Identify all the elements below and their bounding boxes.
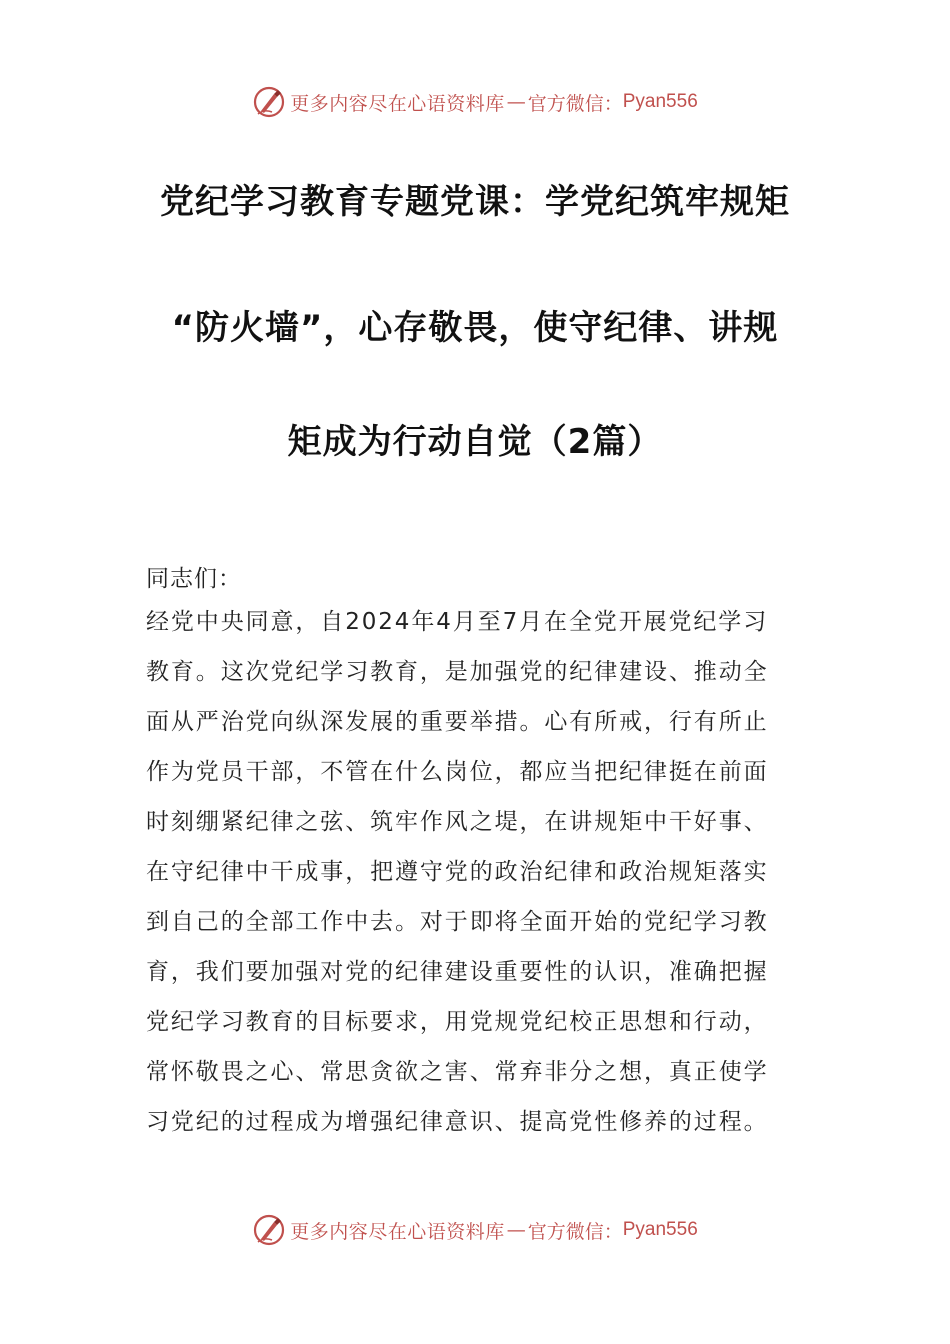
wechat-id: Pyan556 <box>622 91 698 112</box>
body-line: 经党中央同意，自2024年4月至7月在全党开展党纪学习 <box>146 609 769 635</box>
banner-separator: — <box>506 91 526 113</box>
promo-text: 更多内容尽在心语资料库 <box>290 92 505 115</box>
banner-separator: — <box>506 1219 526 1241</box>
body-paragraph <box>146 597 806 1147</box>
wechat-label: 官方微信： <box>527 1220 623 1243</box>
footer-banner <box>0 1210 950 1250</box>
greeting: 同志们： <box>146 566 242 592</box>
body-line: 党纪学习教育的目标要求，用党规党纪校正思想和行动， <box>146 1009 769 1035</box>
body-line: 在守纪律中干成事，把遵守党的政治纪律和政治规矩落实 <box>146 859 769 885</box>
document-title-line-3: 矩成为行动自觉（2篇） <box>287 422 663 462</box>
body-line: 教育。这次党纪学习教育，是加强党的纪律建设、推动全 <box>146 659 769 685</box>
document-title-line-2: “防火墙”，心存敬畏，使守纪律、讲规 <box>171 308 779 348</box>
wechat-label: 官方微信： <box>527 92 623 115</box>
body-line: 作为党员干部，不管在什么岗位，都应当把纪律挺在前面 <box>146 759 769 785</box>
pen-logo-icon <box>252 1213 286 1247</box>
body-line: 常怀敬畏之心、常思贪欲之害、常弃非分之想，真正使学 <box>146 1059 769 1085</box>
body-line: 时刻绷紧纪律之弦、筑牢作风之堤，在讲规矩中干好事、 <box>146 809 769 835</box>
body-line: 习党纪的过程成为增强纪律意识、提高党性修养的过程。 <box>146 1109 769 1135</box>
wechat-id: Pyan556 <box>622 1219 698 1240</box>
promo-text: 更多内容尽在心语资料库 <box>290 1220 505 1243</box>
header-banner <box>0 82 950 122</box>
pen-logo-icon <box>252 85 286 119</box>
body-line: 育，我们要加强对党的纪律建设重要性的认识，准确把握 <box>146 959 769 985</box>
document-title-line-1: 党纪学习教育专题党课：学党纪筑牢规矩 <box>160 182 790 222</box>
body-line: 面从严治党向纵深发展的重要举措。心有所戒，行有所止 <box>146 709 769 735</box>
body-line: 到自己的全部工作中去。对于即将全面开始的党纪学习教 <box>146 909 769 935</box>
